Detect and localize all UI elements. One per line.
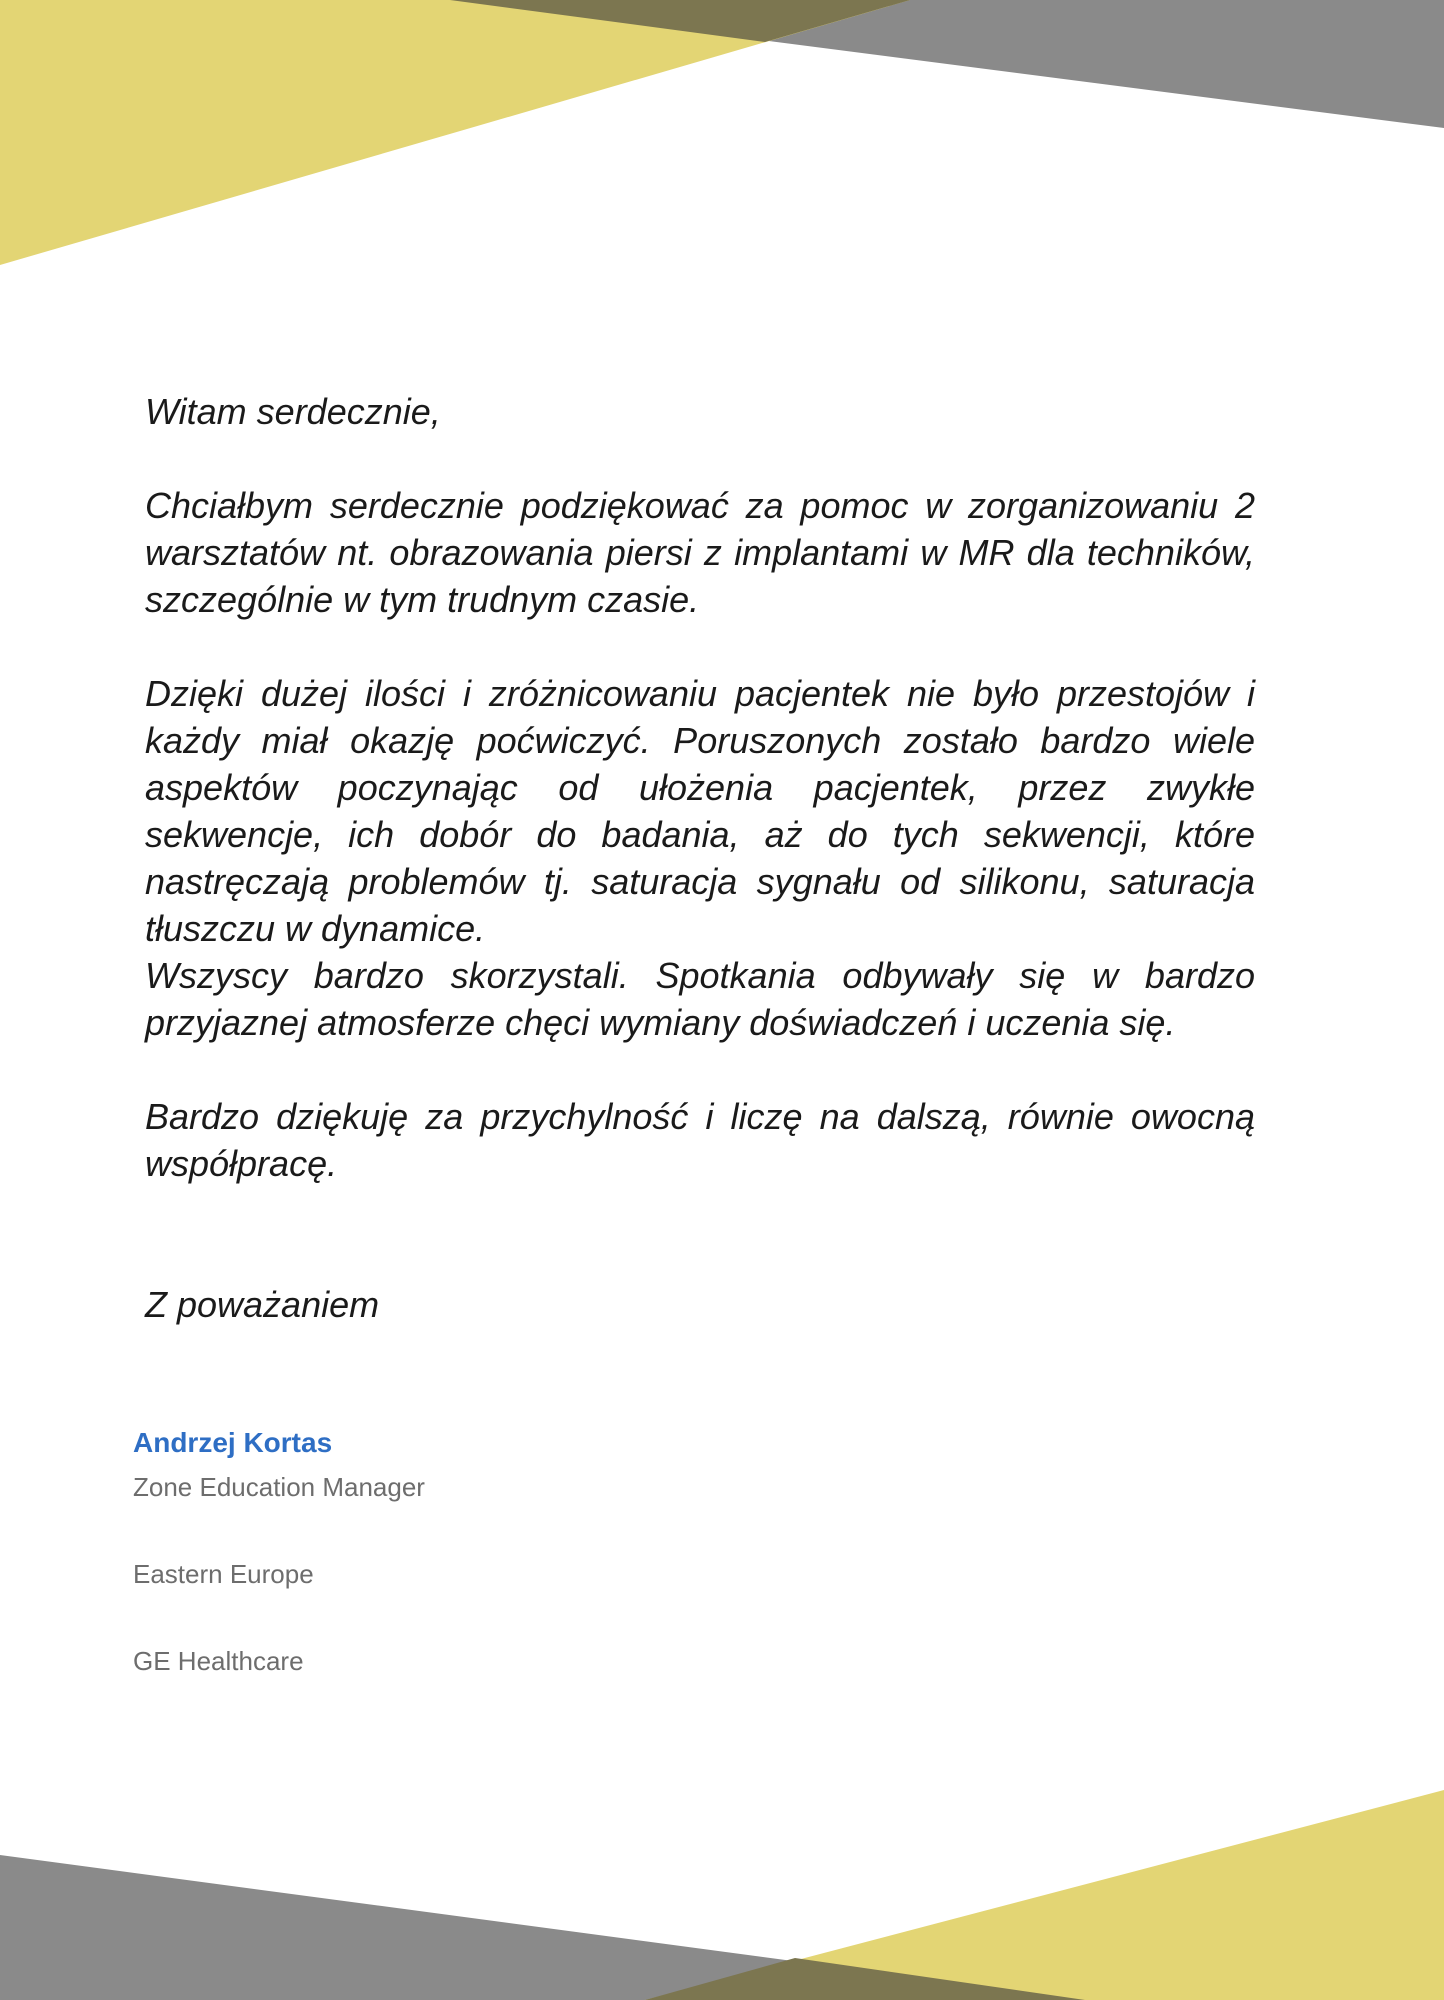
paragraph-thanks: Chciałbym serdecznie podziękować za pomoc w zorganizowaniu 2 warsztatów nt. obrazowania piersi z implantami w MR dla techników, szczególnie w tym trudnym czasie. — [145, 485, 1255, 620]
top-yellow-triangle — [0, 0, 910, 265]
bottom-overlap-triangle — [645, 1958, 1085, 2000]
closing: Z poważaniem — [145, 1284, 380, 1325]
greeting: Witam serdecznie, — [145, 391, 441, 432]
top-overlap-triangle — [450, 0, 910, 42]
paragraph-atmosphere: Wszyscy bardzo skorzystali. Spotkania odbywały się w bardzo przyjaznej atmosferze chęci wymiany doświadczeń i uczenia się. — [145, 955, 1255, 1043]
signature-block — [133, 1425, 425, 1677]
signature-company: GE Healthcare — [133, 1646, 304, 1676]
letter-body — [145, 388, 1255, 1328]
signature-title: Zone Education Manager — [133, 1472, 425, 1502]
bottom-yellow-triangle — [645, 1790, 1444, 2000]
bottom-gray-stripe — [0, 1855, 1085, 2000]
paragraph-details: Dzięki dużej ilości i zróżnicowaniu pacjentek nie było przestojów i każdy miał okazję poćwiczyć. Poruszonych zostało bardzo wiele aspektów poczynając od ułożenia pacjentek, przez zwykłe sekwencje, ich dobór do badania, aż do tych sekwencji, które nastręczają problemów tj. saturacja sygnału od silikonu, saturacja tłuszczu w dynamice. — [145, 673, 1255, 949]
paragraph-closing-thanks: Bardzo dziękuję za przychylność i liczę na dalszą, równie owocną współpracę. — [145, 1096, 1255, 1184]
signature-region: Eastern Europe — [133, 1559, 314, 1589]
signature-name: Andrzej Kortas — [133, 1427, 333, 1458]
top-gray-stripe — [450, 0, 1444, 128]
